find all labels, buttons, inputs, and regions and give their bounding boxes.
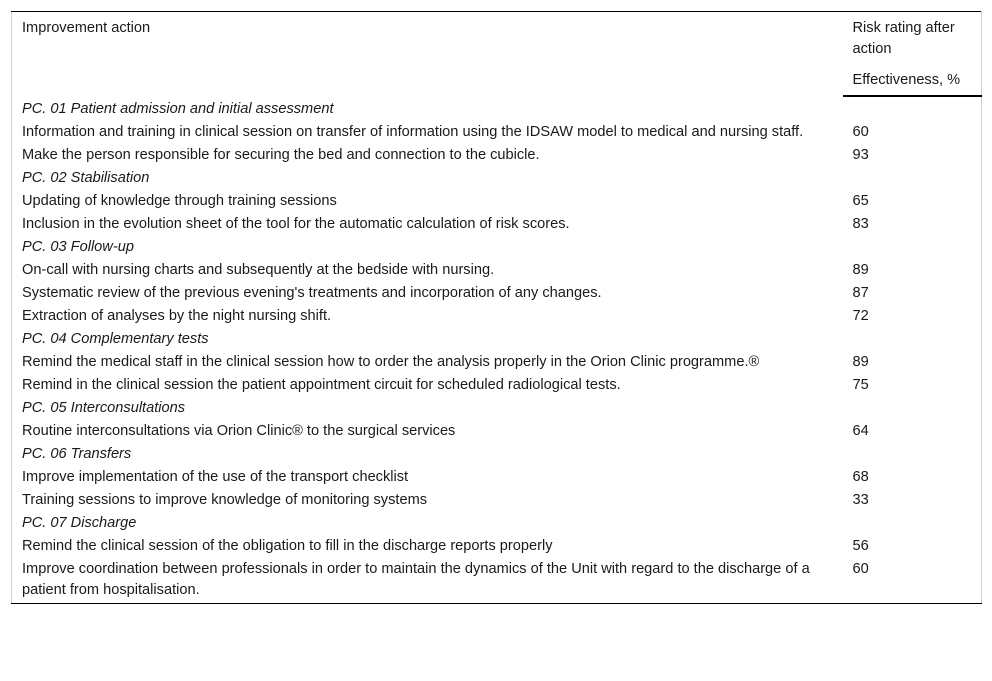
header-row-top [12,12,982,65]
section-empty-cell [843,328,982,351]
table-row [12,305,982,328]
effectiveness-cell: 65 [843,190,982,213]
improvement-action-cell: Routine interconsultations via Orion Clinic® to the surgical services [12,420,843,443]
table-row [12,374,982,397]
header-risk-rating: Risk rating after action [843,12,982,65]
table-header [12,12,982,97]
section-empty-cell [843,397,982,420]
header-improvement-action: Improvement action [12,12,843,97]
table-row [12,420,982,443]
section-row [12,443,982,466]
improvement-action-cell: Make the person responsible for securing the bed and connection to the cubicle. [12,144,843,167]
section-row [12,167,982,190]
table-row [12,558,982,604]
section-empty-cell [843,167,982,190]
effectiveness-cell: 68 [843,466,982,489]
section-title: PC. 07 Discharge [12,512,843,535]
improvement-action-cell: Systematic review of the previous evening's treatments and incorporation of any changes. [12,282,843,305]
improvement-action-cell: On-call with nursing charts and subsequently at the bedside with nursing. [12,259,843,282]
effectiveness-cell: 33 [843,489,982,512]
effectiveness-cell: 83 [843,213,982,236]
improvement-action-cell: Information and training in clinical session on transfer of information using the IDSAW model to medical and nursing staff. [12,121,843,144]
section-title: PC. 01 Patient admission and initial assessment [12,96,843,121]
section-empty-cell [843,96,982,121]
effectiveness-cell: 56 [843,535,982,558]
section-title: PC. 03 Follow-up [12,236,843,259]
header-effectiveness: Effectiveness, % [843,64,982,96]
table-body [12,96,982,604]
section-title: PC. 06 Transfers [12,443,843,466]
section-empty-cell [843,512,982,535]
table-row [12,144,982,167]
improvement-action-cell: Remind in the clinical session the patient appointment circuit for scheduled radiological tests. [12,374,843,397]
section-empty-cell [843,236,982,259]
section-row [12,397,982,420]
effectiveness-cell: 87 [843,282,982,305]
section-title: PC. 05 Interconsultations [12,397,843,420]
improvement-action-cell: Updating of knowledge through training sessions [12,190,843,213]
table-row [12,213,982,236]
effectiveness-cell: 60 [843,558,982,604]
effectiveness-cell: 93 [843,144,982,167]
effectiveness-cell: 89 [843,259,982,282]
improvement-actions-table [11,11,982,604]
improvement-action-cell: Improve coordination between professionals in order to maintain the dynamics of the Unit with regard to the discharge of a patient from hospitalisation. [12,558,843,604]
table-row [12,489,982,512]
improvement-action-cell: Training sessions to improve knowledge of monitoring systems [12,489,843,512]
table-row [12,121,982,144]
section-row [12,236,982,259]
table-row [12,259,982,282]
table-row [12,282,982,305]
improvement-actions-table-wrapper [11,11,981,604]
effectiveness-cell: 72 [843,305,982,328]
improvement-action-cell: Inclusion in the evolution sheet of the tool for the automatic calculation of risk scores. [12,213,843,236]
improvement-action-cell: Remind the clinical session of the obligation to fill in the discharge reports properly [12,535,843,558]
effectiveness-cell: 64 [843,420,982,443]
table-row [12,190,982,213]
section-row [12,328,982,351]
section-row [12,512,982,535]
table-row [12,351,982,374]
section-empty-cell [843,443,982,466]
section-row [12,96,982,121]
section-title: PC. 02 Stabilisation [12,167,843,190]
section-title: PC. 04 Complementary tests [12,328,843,351]
table-row [12,535,982,558]
improvement-action-cell: Remind the medical staff in the clinical session how to order the analysis properly in the Orion Clinic programme.® [12,351,843,374]
table-row [12,466,982,489]
effectiveness-cell: 60 [843,121,982,144]
improvement-action-cell: Extraction of analyses by the night nursing shift. [12,305,843,328]
effectiveness-cell: 89 [843,351,982,374]
effectiveness-cell: 75 [843,374,982,397]
improvement-action-cell: Improve implementation of the use of the transport checklist [12,466,843,489]
